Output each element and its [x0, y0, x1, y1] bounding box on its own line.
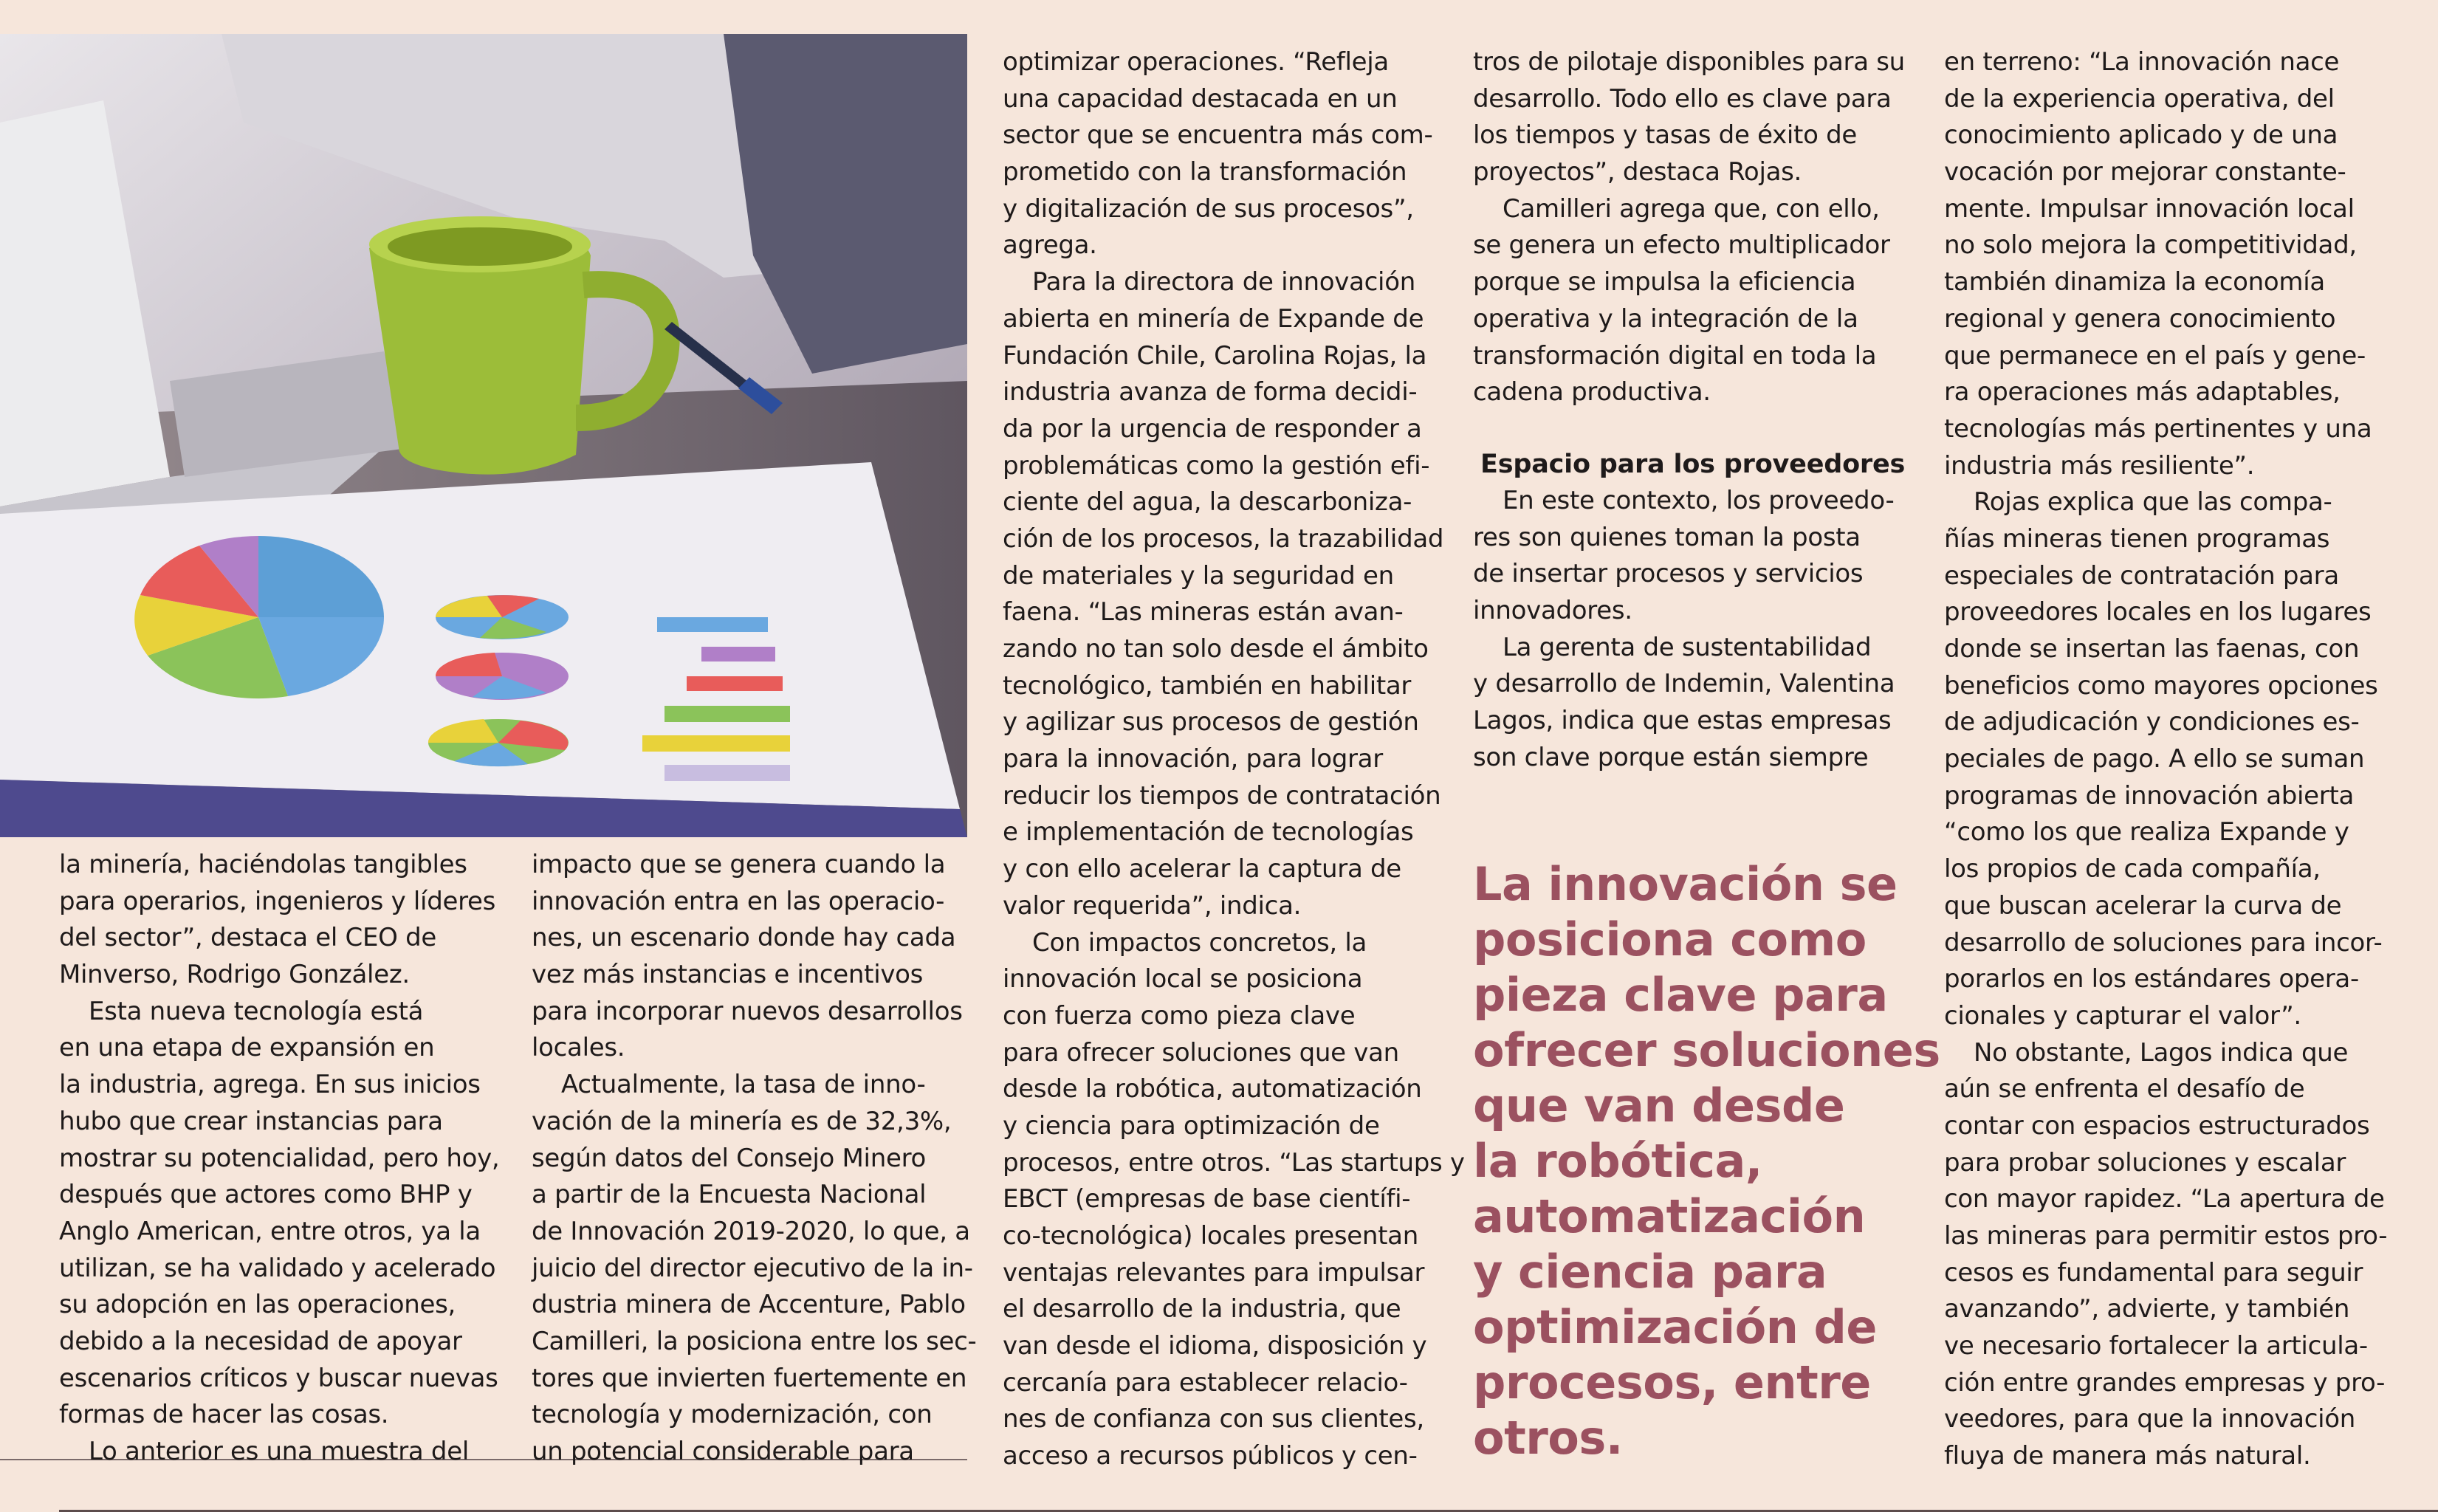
text-line: y agilizar sus procesos de gestión	[1003, 707, 1419, 738]
text-line: de insertar procesos y servicios	[1473, 559, 1864, 589]
text-line: que buscan acelerar la curva de	[1944, 890, 2342, 921]
text-line: desde la robótica, automatización	[1003, 1074, 1422, 1104]
text-line: programas de innovación abierta	[1944, 780, 2355, 811]
text-line: tecnología y modernización, con	[532, 1400, 933, 1430]
text-line: industria avanza de forma decidi-	[1003, 377, 1418, 408]
text-line: innovación local se posiciona	[1003, 964, 1363, 994]
text-line: ciente del agua, la descarboniza-	[1003, 487, 1412, 518]
text-line: cionales y capturar el valor”.	[1944, 1000, 2301, 1031]
text-line: de la experiencia operativa, del	[1944, 83, 2335, 114]
text-line: van desde el idioma, disposición y	[1003, 1331, 1427, 1361]
text-line: ve necesario fortalecer la articula-	[1944, 1331, 2368, 1361]
text-line: son clave porque están siempre	[1473, 742, 1869, 772]
text-line: contar con espacios estructurados	[1944, 1110, 2370, 1141]
pull-quote-line: posiciona como	[1473, 913, 1867, 966]
text-line: la industria, agrega. En sus inicios	[59, 1070, 481, 1100]
text-line: En este contexto, los proveedo-	[1503, 486, 1895, 515]
text-line: res son quienes toman la posta	[1473, 522, 1861, 552]
text-line: prometido con la transformación	[1003, 157, 1407, 188]
text-line: ción entre grandes empresas y pro-	[1944, 1367, 2386, 1398]
text-line: fluya de manera más natural.	[1944, 1441, 2311, 1471]
text-line: dustria minera de Accenture, Pablo	[532, 1290, 966, 1320]
text-line: faena. “Las mineras están avan-	[1003, 597, 1404, 628]
text-line: en terreno: “La innovación nace	[1944, 47, 2340, 77]
text-line: aún se enfrenta el desafío de	[1944, 1074, 2305, 1104]
text-line: la minería, haciéndolas tangibles	[59, 850, 467, 879]
text-line: una capacidad destacada en un	[1003, 83, 1398, 114]
text-line: a partir de la Encuesta Nacional	[532, 1180, 927, 1210]
text-line: procesos, entre otros. “Las startups y	[1003, 1147, 1465, 1178]
text-line: y digitalización de sus procesos”,	[1003, 193, 1414, 224]
text-line: juicio del director ejecutivo de la in-	[532, 1253, 973, 1283]
text-line: vez más instancias e incentivos	[532, 960, 924, 990]
pull-quote-line: La innovación se	[1473, 857, 1898, 911]
text-line: beneficios como mayores opciones	[1944, 670, 2378, 701]
text-line: acceso a recursos públicos y cen-	[1003, 1441, 1418, 1471]
text-line: avanzando”, advierte, y también	[1944, 1294, 2350, 1324]
pull-quote-line: ofrecer soluciones	[1473, 1023, 1940, 1077]
text-line: Actualmente, la tasa de inno-	[561, 1070, 926, 1100]
text-line: porarlos en los estándares opera-	[1944, 964, 2359, 994]
text-line: su adopción en las operaciones,	[59, 1290, 456, 1320]
text-line: proveedores locales en los lugares	[1944, 597, 2372, 628]
text-line: el desarrollo de la industria, que	[1003, 1294, 1401, 1324]
text-line: ra operaciones más adaptables,	[1944, 377, 2341, 408]
text-line: porque se impulsa la eficiencia	[1473, 267, 1856, 298]
text-line: especiales de contratación para	[1944, 560, 2339, 591]
text-line: con mayor rapidez. “La apertura de	[1944, 1184, 2385, 1214]
text-line: mente. Impulsar innovación local	[1944, 193, 2355, 224]
text-line: las mineras para permitir estos pro-	[1944, 1221, 2388, 1251]
text-line: locales.	[532, 1033, 625, 1063]
text-line: Para la directora de innovación	[1032, 267, 1415, 298]
column-5	[1944, 44, 2387, 1475]
text-line: tecnológico, también en habilitar	[1003, 670, 1412, 701]
text-line: se genera un efecto multiplicador	[1473, 230, 1890, 261]
text-line: sector que se encuentra más com-	[1003, 120, 1433, 151]
text-line: los tiempos y tasas de éxito de	[1473, 120, 1857, 151]
text-line: tros de pilotaje disponibles para su	[1473, 47, 1905, 77]
text-line: no solo mejora la competitividad,	[1944, 230, 2357, 261]
text-line: desarrollo de soluciones para incor-	[1944, 927, 2383, 958]
pull-quote-line: que van desde	[1473, 1079, 1845, 1133]
text-line: mostrar su potencialidad, pero hoy,	[59, 1143, 500, 1173]
text-line: conocimiento aplicado y de una	[1944, 120, 2338, 151]
section-subheading: Espacio para los proveedores	[1480, 450, 1906, 479]
text-line: optimizar operaciones. “Refleja	[1003, 47, 1389, 77]
pull-quote-line: optimización de	[1473, 1300, 1877, 1354]
text-line: ventajas relevantes para impulsar	[1003, 1257, 1425, 1288]
text-line: co-tecnológica) locales presentan	[1003, 1221, 1418, 1251]
text-line: EBCT (empresas de base científi-	[1003, 1184, 1411, 1214]
text-line: según datos del Consejo Minero	[532, 1143, 927, 1173]
text-line: peciales de pago. A ello se suman	[1944, 744, 2365, 774]
text-line: e implementación de tecnologías	[1003, 817, 1414, 848]
text-line: Fundación Chile, Carolina Rojas, la	[1003, 340, 1427, 371]
text-line: proyectos”, destaca Rojas.	[1473, 157, 1802, 188]
office-desk-photo-icon	[0, 34, 967, 837]
text-line: abierta en minería de Expande de	[1003, 303, 1424, 334]
text-line: y con ello acelerar la captura de	[1003, 854, 1401, 884]
text-line: Con impactos concretos, la	[1032, 927, 1367, 958]
text-line: hubo que crear instancias para	[59, 1106, 443, 1136]
text-line: cadena productiva.	[1473, 377, 1711, 408]
text-line: transformación digital en toda la	[1473, 340, 1877, 371]
text-line: escenarios críticos y buscar nuevas	[59, 1363, 498, 1393]
column-3	[1003, 44, 1465, 1475]
text-line: cercanía para establecer relacio-	[1003, 1367, 1408, 1398]
pull-quote-line: y ciencia para	[1473, 1245, 1827, 1299]
pull-quote-line: procesos, entre	[1473, 1355, 1871, 1409]
text-line: nes, un escenario donde hay cada	[532, 923, 956, 953]
text-line: para incorporar nuevos desarrollos	[532, 996, 963, 1026]
pull-quote-line: la robótica,	[1473, 1134, 1762, 1188]
text-line: para operarios, ingenieros y líderes	[59, 886, 496, 916]
text-line: regional y genera conocimiento	[1944, 303, 2336, 334]
text-line: también dinamiza la economía	[1944, 267, 2325, 298]
text-line: desarrollo. Todo ello es clave para	[1473, 83, 1892, 114]
text-line: después que actores como BHP y	[59, 1180, 473, 1210]
text-line: vocación por mejorar constante-	[1944, 157, 2346, 188]
text-line: “como los que realiza Expande y	[1944, 817, 2349, 848]
text-line: No obstante, Lagos indica que	[1974, 1037, 2349, 1068]
text-line: en una etapa de expansión en	[59, 1033, 435, 1063]
text-line: del sector”, destaca el CEO de	[59, 923, 437, 953]
text-line: Lagos, indica que estas empresas	[1473, 706, 1892, 736]
text-line: de materiales y la seguridad en	[1003, 560, 1394, 591]
text-line: ñías mineras tienen programas	[1944, 523, 2330, 554]
text-line: y desarrollo de Indemin, Valentina	[1473, 669, 1895, 699]
text-line: zando no tan solo desde el ámbito	[1003, 634, 1429, 664]
text-line: Rojas explica que las compa-	[1974, 487, 2332, 518]
text-line: para la innovación, para lograr	[1003, 744, 1383, 774]
text-line: un potencial considerable para	[532, 1437, 914, 1466]
text-line: valor requerida”, indica.	[1003, 890, 1302, 921]
text-line: tecnologías más pertinentes y una	[1944, 413, 2372, 444]
text-line: Camilleri agrega que, con ello,	[1503, 193, 1880, 224]
text-line: Camilleri, la posiciona entre los sec-	[532, 1326, 977, 1356]
column-1	[59, 847, 499, 1471]
text-line: utilizan, se ha validado y acelerado	[59, 1253, 496, 1283]
text-line: de adjudicación y condiciones es-	[1944, 707, 2360, 738]
text-line: para ofrecer soluciones que van	[1003, 1037, 1399, 1068]
text-line: innovadores.	[1473, 596, 1632, 626]
column-4-continued	[1473, 483, 1895, 777]
text-line: debido a la necesidad de apoyar	[59, 1326, 462, 1356]
text-line: da por la urgencia de responder a	[1003, 413, 1422, 444]
text-line: que permanece en el país y gene-	[1944, 340, 2366, 371]
text-line: agrega.	[1003, 230, 1097, 261]
text-line: La gerenta de sustentabilidad	[1503, 632, 1872, 662]
text-line: Esta nueva tecnología está	[89, 996, 424, 1026]
pull-quote-line: pieza clave para	[1473, 968, 1888, 1022]
article-photo	[0, 34, 967, 837]
text-line: para probar soluciones y escalar	[1944, 1147, 2346, 1178]
pull-quote	[1473, 856, 1940, 1465]
text-line: formas de hacer las cosas.	[59, 1400, 389, 1430]
text-line: de Innovación 2019-2020, lo que, a	[532, 1216, 970, 1246]
pull-quote-line: automatización	[1473, 1189, 1866, 1243]
text-line: Lo anterior es una muestra del	[89, 1437, 469, 1466]
text-line: los propios de cada compañía,	[1944, 854, 2321, 884]
text-line: impacto que se genera cuando la	[532, 850, 946, 879]
text-line: vación de la minería es de 32,3%,	[532, 1106, 952, 1136]
column-4	[1473, 44, 1905, 411]
column-2	[532, 847, 976, 1471]
text-line: innovación entra en las operacio-	[532, 886, 945, 916]
text-line: donde se insertan las faenas, con	[1944, 634, 2360, 664]
text-line: Minverso, Rodrigo González.	[59, 960, 410, 990]
text-line: cesos es fundamental para seguir	[1944, 1257, 2363, 1288]
text-line: operativa y la integración de la	[1473, 303, 1858, 334]
text-line: industria más resiliente”.	[1944, 450, 2255, 481]
text-line: problemáticas como la gestión efi-	[1003, 450, 1430, 481]
text-line: Anglo American, entre otros, ya la	[59, 1216, 481, 1246]
text-line: ción de los procesos, la trazabilidad	[1003, 523, 1444, 554]
text-line: tores que invierten fuertemente en	[532, 1363, 967, 1393]
pull-quote-line: otros.	[1473, 1411, 1623, 1465]
text-line: y ciencia para optimización de	[1003, 1110, 1380, 1141]
text-line: veedores, para que la innovación	[1944, 1404, 2355, 1434]
text-line: nes de confianza con sus clientes,	[1003, 1404, 1424, 1434]
text-line: con fuerza como pieza clave	[1003, 1000, 1356, 1031]
text-line: reducir los tiempos de contratación	[1003, 780, 1441, 811]
